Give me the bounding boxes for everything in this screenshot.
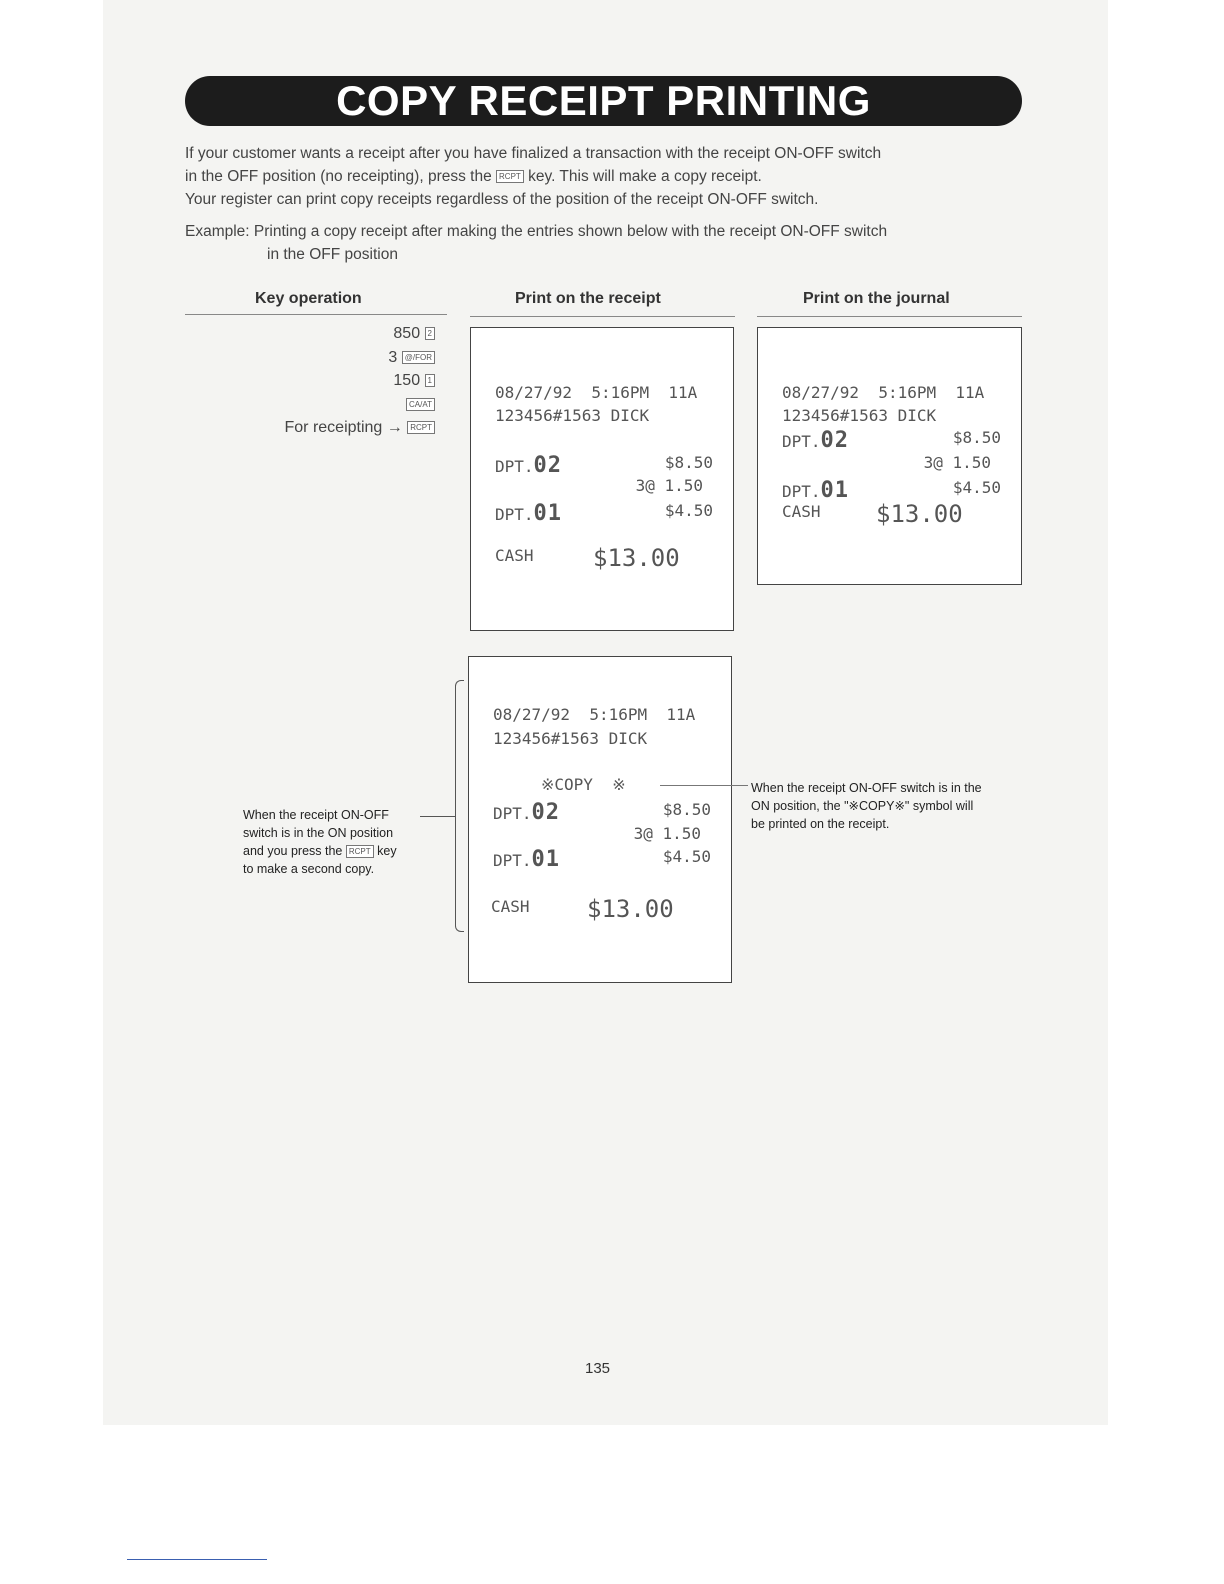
intro-line-1: If your customer wants a receipt after you have finalized a transaction with the receipt ON-OFF switch bbox=[185, 145, 882, 162]
journal-quantity: 3@ 1.50 bbox=[923, 453, 991, 472]
copy-receipt-quantity: 3@ 1.50 bbox=[633, 824, 701, 843]
receipt-print bbox=[470, 327, 734, 631]
footer-line bbox=[127, 1559, 267, 1560]
receipt-cash-total: $13.00 bbox=[593, 544, 680, 572]
page-number: 135 bbox=[585, 1360, 611, 1377]
heading-rule bbox=[470, 316, 735, 317]
key-op-row: 3 @/FOR bbox=[250, 349, 435, 373]
journal-id: 123456#1563 DICK bbox=[782, 406, 937, 425]
intro-text bbox=[185, 142, 1030, 211]
receipt-dept1: DPT.01 bbox=[495, 501, 563, 526]
dept-1-key-icon: 1 bbox=[425, 374, 435, 387]
receipt-quantity: 3@ 1.50 bbox=[635, 476, 703, 495]
print-receipt-heading: Print on the receipt bbox=[515, 290, 661, 307]
intro-line-2: in the OFF position (no receipting), press the RCPT key. This will make a copy receipt. bbox=[185, 168, 762, 185]
copy-receipt-date: 08/27/92 5:16PM 11A bbox=[493, 705, 696, 724]
receipt-dept1-amount: $4.50 bbox=[664, 501, 713, 520]
dept-2-key-icon: 2 bbox=[425, 327, 435, 340]
key-op-row: 850 2 bbox=[250, 325, 435, 349]
receipt-date: 08/27/92 5:16PM 11A bbox=[495, 383, 698, 402]
ca-at-key-icon: CA/AT bbox=[406, 398, 435, 411]
copy-receipt-dept1: DPT.01 bbox=[493, 847, 561, 872]
rcpt-key-icon: RCPT bbox=[407, 421, 435, 434]
journal-cash-label: CASH bbox=[782, 502, 821, 521]
left-note: When the receipt ON-OFF switch is in the ON position and you press the RCPT key to make a second copy. bbox=[243, 808, 397, 876]
journal-date: 08/27/92 5:16PM 11A bbox=[782, 383, 985, 402]
copy-receipt-dept2: DPT.02 bbox=[493, 800, 561, 825]
key-op-row bbox=[250, 396, 435, 420]
copy-receipt-cash-label: CASH bbox=[491, 897, 530, 916]
copy-receipt-id: 123456#1563 DICK bbox=[493, 729, 648, 748]
at-for-key-icon: @/FOR bbox=[402, 351, 435, 364]
callout-line bbox=[660, 785, 748, 786]
copy-receipt-dept2-amount: $8.50 bbox=[662, 800, 711, 819]
copy-bracket bbox=[455, 680, 464, 932]
key-op-row: For receipting → RCPT bbox=[250, 419, 435, 443]
rcpt-key-icon: RCPT bbox=[346, 845, 374, 858]
journal-cash-total: $13.00 bbox=[876, 500, 963, 528]
receipt-dept2-amount: $8.50 bbox=[664, 453, 713, 472]
journal-print bbox=[757, 327, 1022, 585]
copy-symbol: ※COPY ※ bbox=[541, 775, 626, 794]
copy-receipt-dept1-amount: $4.50 bbox=[662, 847, 711, 866]
receipt-id: 123456#1563 DICK bbox=[495, 406, 650, 425]
example-line-1: Example: Printing a copy receipt after making the entries shown below with the receipt ON-OFF switch bbox=[185, 223, 888, 240]
print-journal-heading: Print on the journal bbox=[803, 290, 950, 307]
receipt-dept2: DPT.02 bbox=[495, 453, 563, 478]
page-title: COPY RECEIPT PRINTING bbox=[185, 76, 1022, 126]
journal-dept1: DPT.01 bbox=[782, 478, 850, 503]
key-op-row: 150 1 bbox=[250, 372, 435, 396]
journal-dept2: DPT.02 bbox=[782, 428, 850, 453]
heading-rule bbox=[185, 314, 447, 315]
copy-receipt-cash-total: $13.00 bbox=[587, 895, 674, 923]
journal-dept2-amount: $8.50 bbox=[952, 428, 1001, 447]
key-operation-list bbox=[250, 325, 435, 443]
receipt-cash-label: CASH bbox=[495, 546, 534, 565]
journal-dept1-amount: $4.50 bbox=[952, 478, 1001, 497]
right-note: When the receipt ON-OFF switch is in the ON position, the "※COPY※" symbol will be printed on the receipt. bbox=[751, 781, 982, 831]
key-operation-heading: Key operation bbox=[255, 290, 362, 307]
heading-rule bbox=[757, 316, 1022, 317]
example-line-2: in the OFF position bbox=[267, 246, 398, 263]
copy-receipt-print bbox=[468, 656, 732, 983]
intro-line-3: Your register can print copy receipts regardless of the position of the receipt ON-OFF switch. bbox=[185, 191, 819, 208]
example-text bbox=[185, 220, 1030, 266]
rcpt-key-icon: RCPT bbox=[496, 170, 524, 183]
